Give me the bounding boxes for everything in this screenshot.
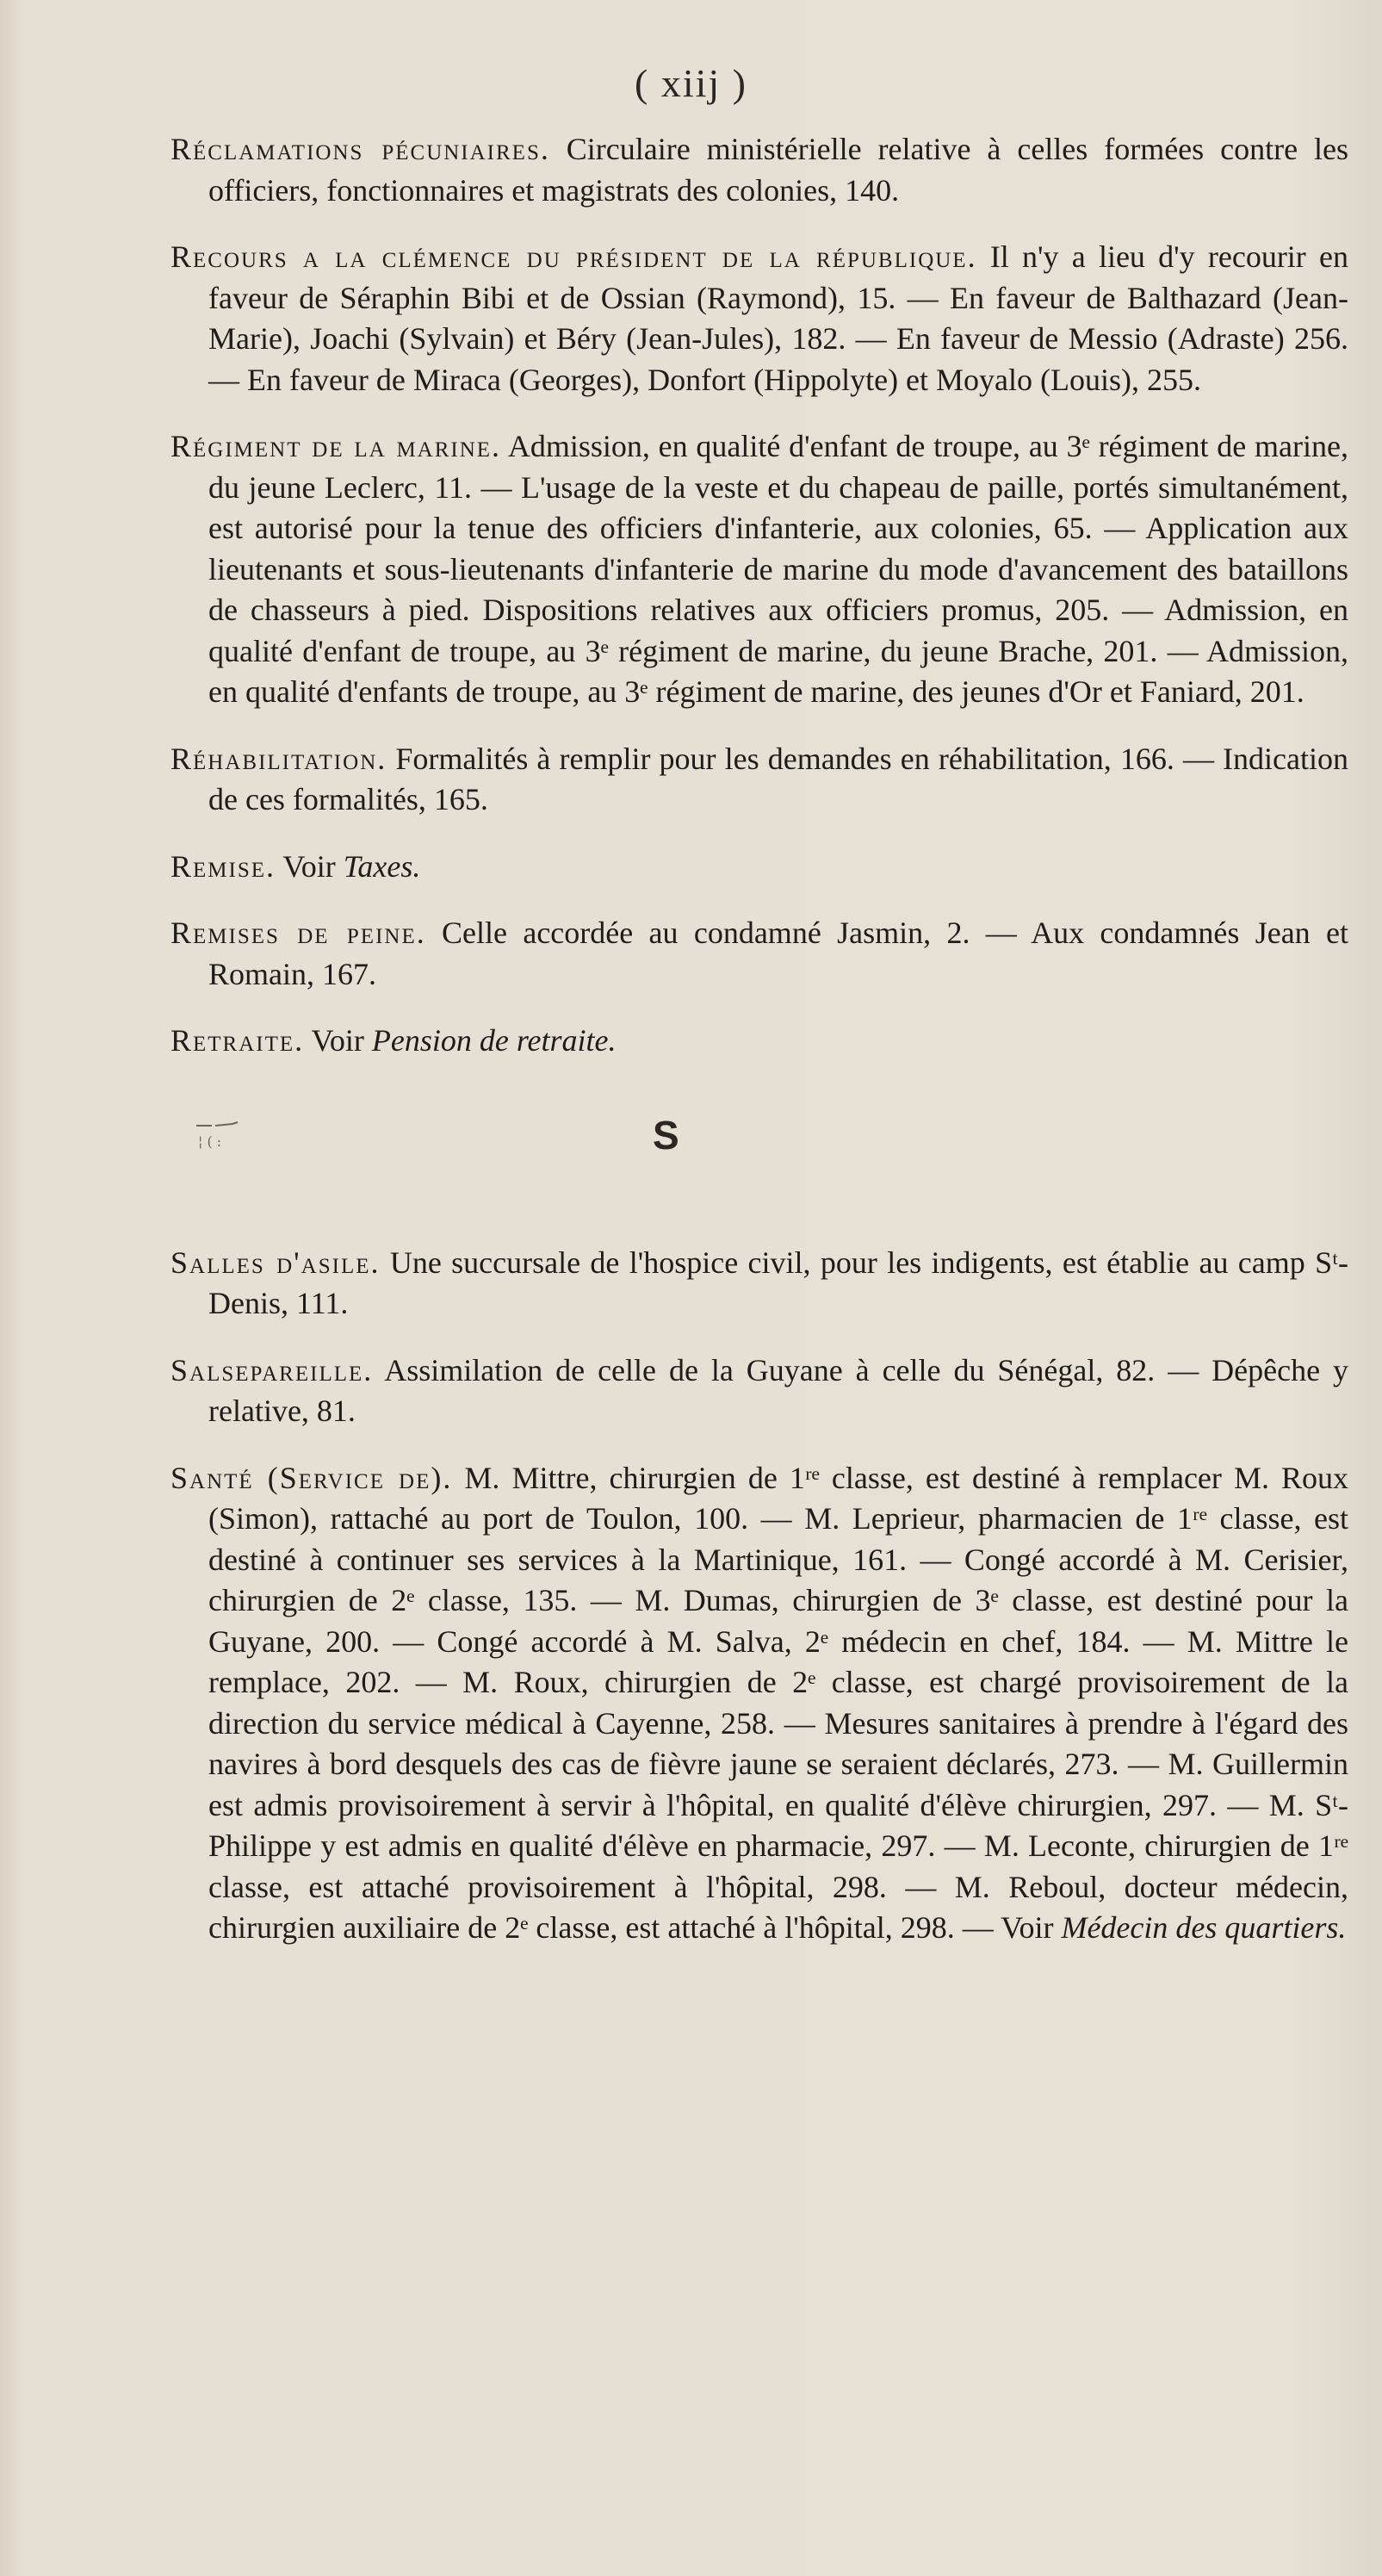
svg-text:¦ ( :: ¦ ( :	[198, 1133, 222, 1150]
index-entry	[170, 739, 1348, 821]
entry-text: Il n'y a lieu d'y recourir en faveur de Séraphin Bibi et de Ossian (Raymond), 15. — En faveur de Balthazard (Jean-Marie), Joachi (Sylvain) et Béry (Jean-Jules), 182. — En faveur de Messio (Adraste) 256. — En faveur de Miraca (Georges), Donfort (Hippolyte) et Moyalo (Louis), 255.	[208, 239, 1348, 397]
index-entry	[170, 1021, 1348, 1062]
entry-heading: Réclamations pécuniaires.	[170, 132, 550, 166]
index-entry	[170, 847, 1348, 888]
entry-text: Voir	[276, 848, 344, 884]
entry-text: Celle accordée au condamné Jasmin, 2. — Aux condamnés Jean et Romain, 167.	[208, 916, 1348, 991]
entry-text: Formalités à remplir pour les demandes en réhabilitation, 166. — Indication de ces formalités, 165.	[208, 741, 1348, 816]
ornament-icon	[195, 1119, 263, 1162]
index-entry	[170, 426, 1348, 713]
index-entry	[170, 1458, 1348, 1949]
index-entry	[170, 913, 1348, 995]
section-letter: S	[653, 1112, 679, 1158]
entry-heading: Salles d'asile.	[170, 1245, 381, 1280]
entry-text: Une succursale de l'hospice civil, pour les indigents, est établie au camp Sᵗ-Denis, 111.	[208, 1245, 1348, 1320]
index-content	[170, 129, 1348, 1975]
page-number: ( xiij )	[635, 61, 747, 105]
cross-reference: Pension de retraite.	[371, 1023, 617, 1058]
cross-reference: Médecin des quartiers.	[1061, 1910, 1347, 1945]
index-entry	[170, 129, 1348, 211]
entry-text: Assimilation de celle de la Guyane à celle du Sénégal, 82. — Dépêche y relative, 81.	[208, 1352, 1348, 1428]
entry-heading: Remise.	[170, 848, 276, 884]
entry-heading: Santé (Service de).	[170, 1460, 453, 1495]
entry-heading: Régiment de la marine.	[170, 429, 502, 463]
entry-heading: Réhabilitation.	[170, 741, 387, 776]
entry-text: Admission, en qualité d'enfant de troupe, au 3ᵉ régiment de marine, du jeune Leclerc, 11. — L'usage de la veste et du chapeau de paille, portés simultanément, est autorisé pour la tenue des officiers d'infanterie, aux colonies, 65. — Application aux lieutenants et sous-lieutenants d'infanterie de marine du mode d'avancement des bataillons de chasseurs à pied. Dispositions relatives aux officiers promus, 205. — Admission, en qualité d'enfant de troupe, au 3ᵉ régiment de marine, du jeune Brache, 201. — Admission, en qualité d'enfants de troupe, au 3ᵉ régiment de marine, des jeunes d'Or et Faniard, 201.	[208, 429, 1348, 709]
entry-text: Circulaire ministérielle relative à celles formées contre les officiers, fonctionnaires et magistrats des colonies, 140.	[208, 132, 1348, 208]
entry-heading: Retraite.	[170, 1023, 305, 1058]
entry-text: Voir	[304, 1023, 372, 1058]
entry-heading: Salsepareille.	[170, 1352, 374, 1387]
entry-heading: Remises de peine.	[170, 916, 426, 950]
index-entry	[170, 1243, 1348, 1325]
section-divider	[170, 1088, 1348, 1217]
entry-heading: Recours a la clémence du président de la république.	[170, 239, 977, 274]
cross-reference: Taxes.	[343, 848, 421, 884]
index-entry	[170, 237, 1348, 400]
entry-text: M. Mittre, chirurgien de 1ʳᵉ classe, est destiné à remplacer M. Roux (Simon), rattaché au port de Toulon, 100. — M. Leprieur, pharmacien de 1ʳᵉ classe, est destiné à continuer ses services à la Martinique, 161. — Congé accordé à M. Cerisier, chirurgien de 2ᵉ classe, 135. — M. Dumas, chirurgien de 3ᵉ classe, est destiné pour la Guyane, 200. — Congé accordé à M. Salva, 2ᵉ médecin en chef, 184. — M. Mittre le remplace, 202. — M. Roux, chirurgien de 2ᵉ classe, est chargé provisoirement de la direction du service médical à Cayenne, 258. — Mesures sanitaires à prendre à l'égard des navires à bord desquels des cas de fièvre jaune se seraient déclarés, 273. — M. Guillermin est admis provisoirement à servir à l'hôpital, en qualité d'élève chirurgien, 297. — M. Sᵗ-Philippe y est admis en qualité d'élève en pharmacie, 297. — M. Leconte, chirurgien de 1ʳᵉ classe, est attaché provisoirement à l'hôpital, 298. — M. Reboul, docteur médecin, chirurgien auxiliaire de 2ᵉ classe, est attaché à l'hôpital, 298. — Voir	[208, 1460, 1349, 1945]
index-entry	[170, 1350, 1348, 1432]
